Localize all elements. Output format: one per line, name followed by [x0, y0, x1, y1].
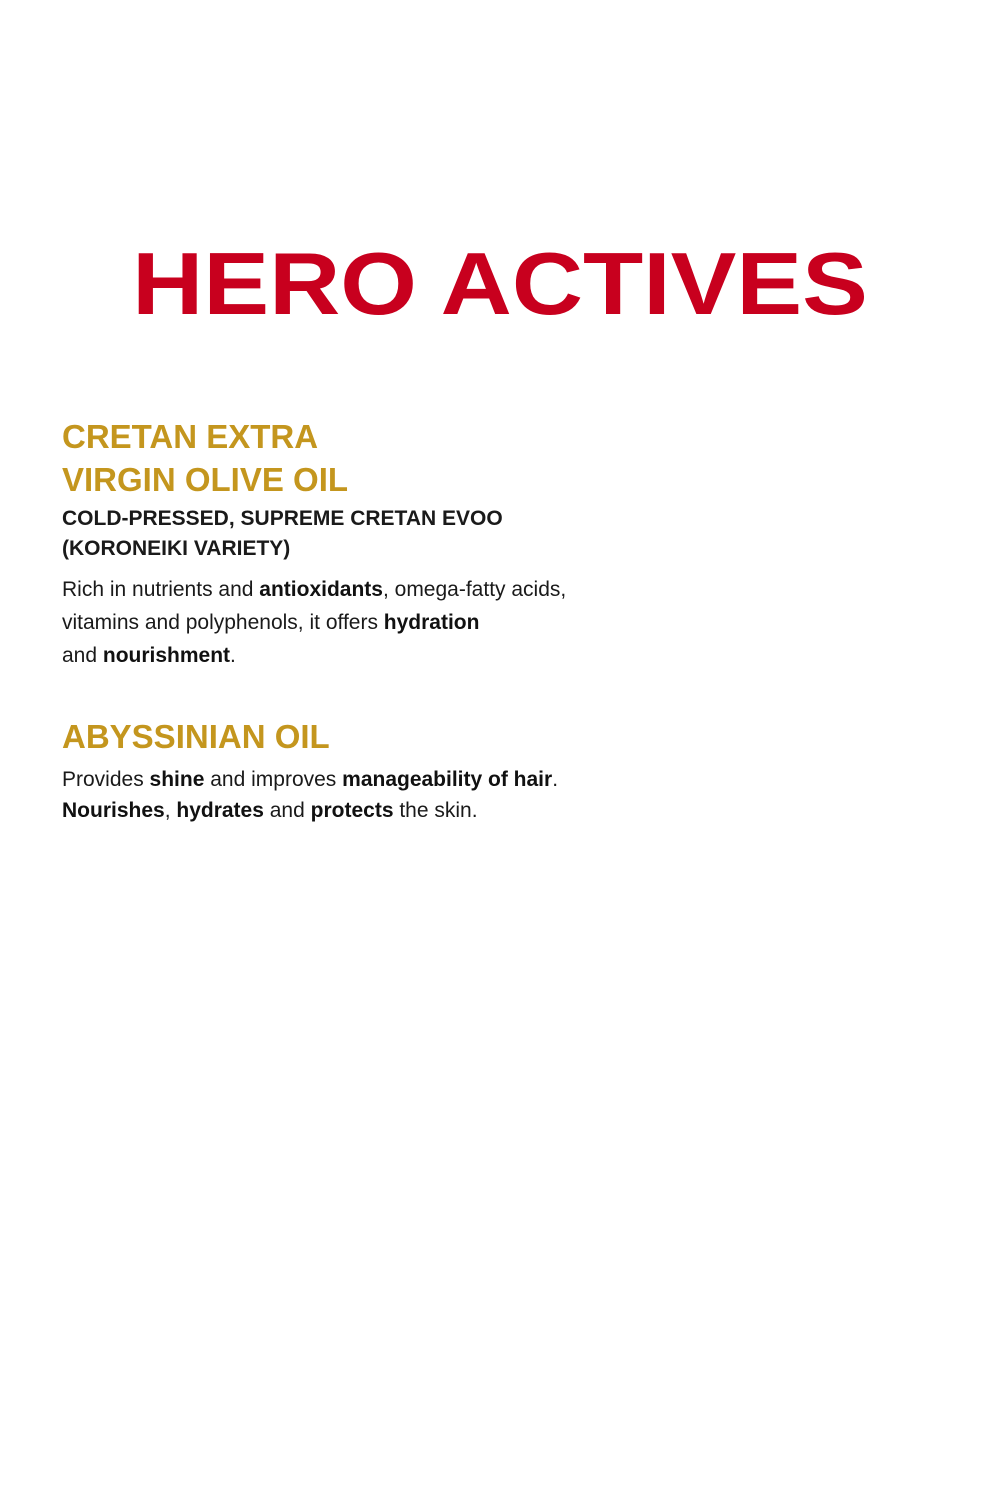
desc-text: the skin.	[393, 799, 478, 822]
desc-text: and	[62, 644, 103, 667]
ingredient-name	[62, 715, 782, 758]
ingredient-subtitle-line-2: (KORONEIKI VARIETY)	[62, 537, 291, 560]
ingredient-description	[62, 573, 782, 672]
desc-text: and	[263, 799, 311, 822]
desc-highlight: antioxidants	[259, 578, 383, 601]
ingredient-description	[62, 764, 782, 826]
desc-text: and improves	[204, 768, 343, 791]
ingredient-name	[62, 415, 782, 501]
desc-text: Rich in nutrients and	[62, 578, 260, 601]
ingredient-name-line-2: VIRGIN OLIVE OIL	[62, 461, 349, 498]
desc-highlight: hydration	[383, 611, 480, 634]
ingredient-subtitle-line-1: COLD-PRESSED, SUPREME CRETAN EVOO	[62, 507, 503, 530]
desc-text: .	[230, 644, 236, 667]
desc-highlight: nourishment	[102, 644, 231, 667]
page-title: HERO ACTIVES	[132, 234, 868, 333]
ingredient-olive-oil	[62, 415, 782, 672]
desc-text: vitamins and polyphenols, it offers	[62, 611, 384, 634]
ingredient-subtitle	[62, 504, 782, 564]
desc-highlight: Nourishes	[62, 799, 165, 822]
desc-text: , omega-fatty acids,	[382, 578, 567, 601]
desc-text: Provides	[62, 768, 150, 791]
ingredient-name-line-1: ABYSSINIAN OIL	[62, 718, 330, 755]
desc-highlight: protects	[310, 799, 394, 822]
ingredient-abyssinian-oil	[62, 715, 782, 826]
desc-highlight: hydrates	[176, 799, 264, 822]
desc-highlight: manageability of hair	[342, 768, 553, 791]
desc-highlight: shine	[149, 768, 205, 791]
ingredient-name-line-1: CRETAN EXTRA	[62, 418, 319, 455]
desc-text: ,	[164, 799, 177, 822]
desc-text: .	[552, 768, 559, 791]
